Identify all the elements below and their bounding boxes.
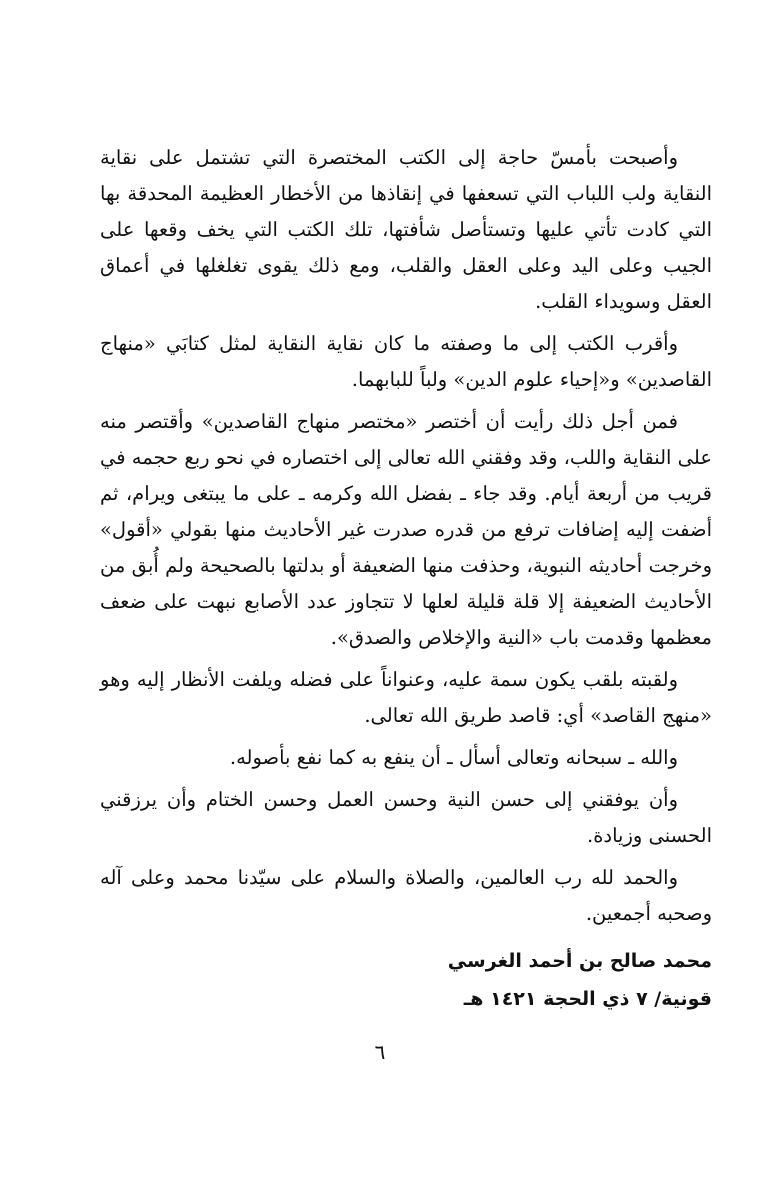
paragraph-1: وأصبحت بأمسّ حاجة إلى الكتب المختصرة التي تشتمل على نقاية النقاية ولب اللباب التي تسعفها في إنقاذها من الأخطار العظيمة المحدقة بها التي كادت تأتي عليها وتستأصل شأفتها، تلك الكتب التي يخف وقعها على الجيب وعلى اليد وعلى العقل والقلب، ومع ذلك يقوى تغلغلها في أعماق العقل وسويداء القلب. xyxy=(100,146,712,313)
page-number: ٦ xyxy=(374,1040,386,1064)
paragraph-6: وأن يوفقني إلى حسن النية وحسن العمل وحسن الختام وأن يرزقني الحسنى وزيادة. xyxy=(100,788,712,847)
paragraph-5: والله ـ سبحانه وتعالى أسأل ـ أن ينفع به كما نفع بأصوله. xyxy=(229,746,678,769)
paragraph-3: فمن أجل ذلك رأيت أن أختصر «مختصر منهاج القاصدين» وأقتصر منه على النقاية واللب، وقد وفقني الله تعالى إلى اختصاره في نحو ربع حجمه في قريب من أربعة أيام. وقد جاء ـ بفضل الله وكرمه ـ على ما يبتغى ويرام، ثم أضفت إليه إضافات ترفع من قدره صدرت غير الأحاديث منها بقولي «أقول» وخرجت أحاديثه النبوية، وحذفت منها الضعيفة أو بدلتها بالصحيحة ولم أُبق من الأحاديث الضعيفة إلا قلة قليلة لعلها لا تتجاوز عدد الأصابع نبهت على ضعف معظمها وقدمت باب «النية والإخلاص والصدق». xyxy=(100,410,712,649)
author-signature xyxy=(100,942,712,1018)
author-name: محمد صالح بن أحمد الغرسي xyxy=(447,950,712,972)
paragraph-7: والحمد لله رب العالمين، والصلاة والسلام على سيّدنا محمد وعلى آله وصحبه أجمعين. xyxy=(100,866,712,925)
paragraph-2: وأقرب الكتب إلى ما وصفته ما كان نقاية النقاية لمثل كتابَي «منهاج القاصدين» و«إحياء علوم الدين» ولباً للبابهما. xyxy=(100,332,712,391)
place-and-date: قونية/ ٧ ذي الحجة ١٤٢١ هـ xyxy=(463,988,712,1010)
document-page xyxy=(100,140,712,1018)
paragraph-4: ولقبته بلقب يكون سمة عليه، وعنواناً على فضله ويلفت الأنظار إليه وهو «منهج القاصد» أي: قاصد طريق الله تعالى. xyxy=(100,668,712,727)
